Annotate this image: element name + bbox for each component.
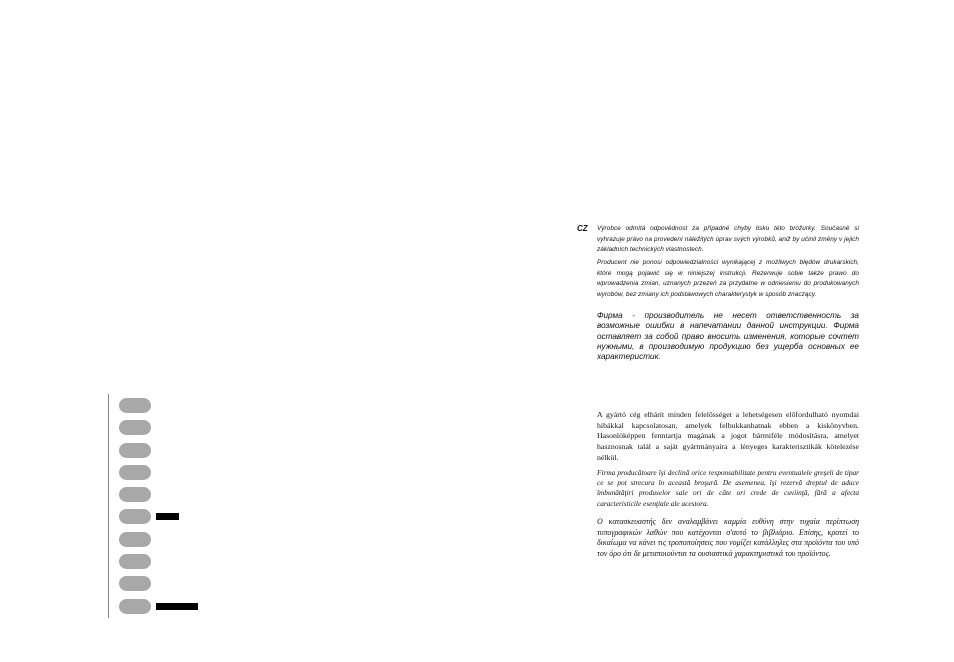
language-tab-pill — [119, 599, 151, 614]
language-tab-pill — [119, 487, 151, 502]
language-tab — [116, 443, 216, 465]
language-tab-pill — [119, 465, 151, 480]
disclaimer-ru-text: Фирма - производитель не несет ответственность за возможные ошибки в напечатании данной инструкции. Фирма оставляет за собой право вносить изменения, которые сочтет нужными, в производимую продукцию без ущерба основных ее характеристик. — [597, 311, 859, 362]
disclaimer-cz — [597, 224, 859, 256]
language-tab-pill — [119, 532, 151, 547]
redacted-label-box — [156, 513, 179, 520]
language-tab-pill — [119, 509, 151, 524]
language-tab — [116, 487, 216, 509]
language-tab — [116, 576, 216, 598]
disclaimer-pl-text: Producent nie ponosi odpowiedzialności wynikającej z możliwych błędów drukarskich, które mogą pojawić się w niniejszej instrukcji. Rezerwuje sobie także prawo do wprowadzenia zmian, uznanych przezeń za przydatne w odniesieniu do produkowanych wyrobów, bez zmiany ich podstawowych charakterystyk w sposób znaczący. — [597, 259, 859, 298]
language-tab — [116, 509, 216, 531]
language-tab-pill — [119, 420, 151, 435]
language-tab-pill — [119, 554, 151, 569]
disclaimer-hu — [597, 410, 859, 464]
disclaimer-gr — [597, 517, 859, 559]
language-tab — [116, 398, 216, 420]
redacted-label-box — [156, 603, 198, 610]
language-tab — [116, 420, 216, 442]
language-tab-pill — [119, 398, 151, 413]
language-code-cz: CZ — [577, 224, 588, 233]
disclaimer-ro — [597, 468, 859, 509]
disclaimer-ru — [597, 311, 859, 362]
language-tab-pill — [119, 443, 151, 458]
disclaimer-gr-text: Ο κατασκευαστής δεν αναλαμβάνει καμμία ευθύνη στην τυχαία περίπτωση τυπογραφικών λαθών που κατέχονται σ'αυτό το βιβλιάριο. Επίσης, κρατεί το δικαίωμα να κάνει τις τροποποίησεις που νομίζει κατάλληλες στα προϊόντα του υπό τον όρο ότι δε μεταποιούνται τα ουσιαστικά χαρακτηριστικά του προϊόντος. — [597, 517, 859, 558]
language-tab-pill — [119, 576, 151, 591]
language-tab — [116, 554, 216, 576]
disclaimer-cz-text: Výrobce odmítá odpovědnost za případné chyby tisku této brožurky. Současně si vyhrazuje právo na provedení náležitých úprav svých výrobků, aniž by učinil změny v jejich základních technických vlastnostech. — [597, 225, 859, 254]
language-tab — [116, 465, 216, 487]
language-tab — [116, 532, 216, 554]
index-divider-line — [108, 394, 109, 618]
language-tab — [116, 599, 216, 621]
disclaimer-ro-text: Firma producătoare îşi declină orice responsabilitate pentru eventualele greşeli de tipar ce se pot strecura în această broşură. De asemenea, îşi rezervă dreptul de aduce îmbunătăţiri produselor sale ori de câte ori crede de cuviinţă, fără a afecta caracteristicile esenţiale ale acestora. — [597, 468, 859, 508]
disclaimer-pl — [597, 258, 859, 300]
language-index-tabs — [116, 398, 216, 621]
disclaimer-hu-text: A gyártó cég elhárít minden felelősséget a lehetségesen előfordulható nyomdai hibákkal kapcsolatosan, amelyek felbukkanhatnak ebben a kiskönyvben. Hasonlóképpen fenntartja magának a jogot bármiféle módosításra, amelyet hasznosnak talál a saját gyártmányaira a lényeges karakterisztikák kötelezése nélkül. — [597, 410, 859, 462]
